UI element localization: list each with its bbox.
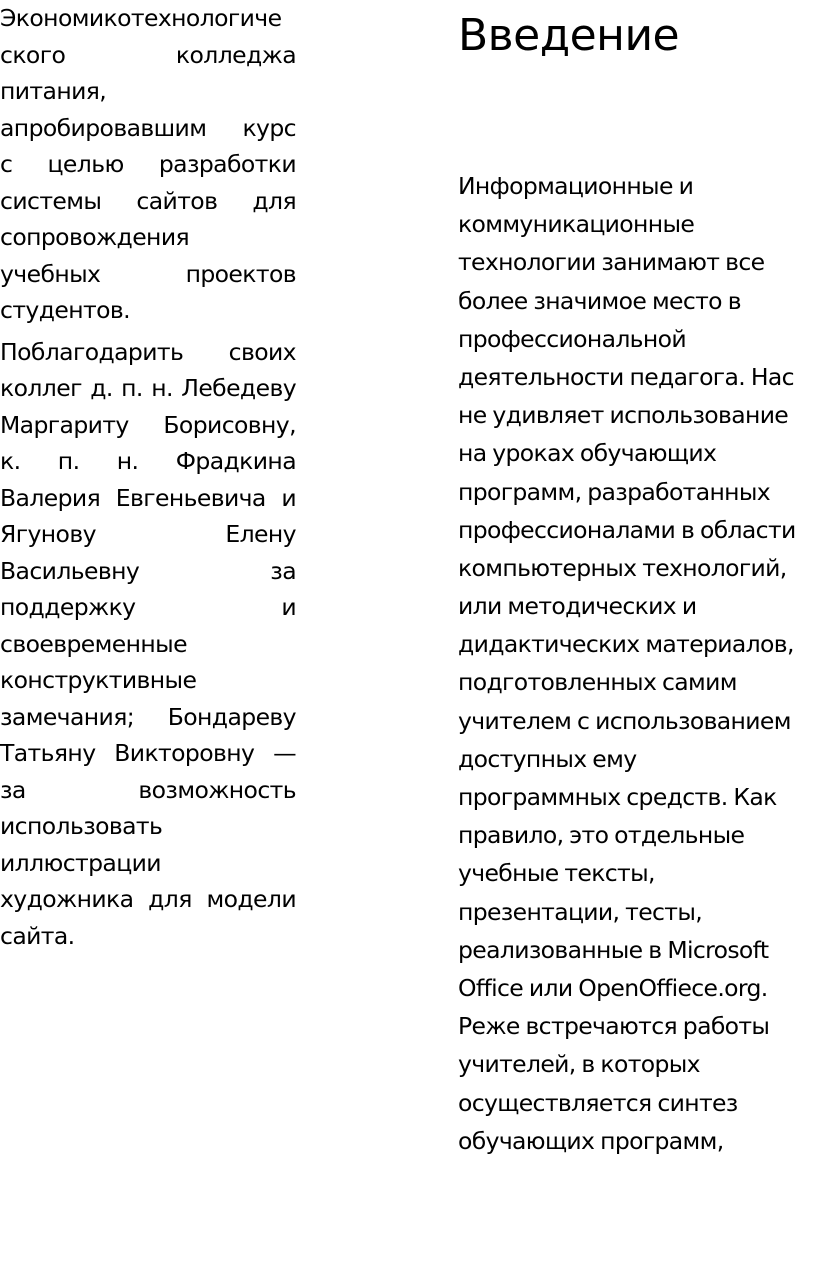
text-line: к. п. н. Фрадкина bbox=[0, 447, 296, 475]
text-line: замечания; Бондареву bbox=[0, 702, 296, 731]
text-line: учебных проектов bbox=[0, 259, 296, 288]
text-line: или методических и bbox=[458, 592, 697, 621]
text-line: коллег д. п. н. Лебедеву bbox=[0, 374, 296, 402]
text-line: с целью разработки bbox=[0, 150, 296, 178]
text-line: системы сайтов для bbox=[0, 186, 296, 215]
text-line: художника для модели bbox=[0, 885, 296, 913]
text-line: презентации, тесты, bbox=[458, 897, 703, 926]
text-line: поддержку и bbox=[0, 593, 296, 621]
text-line: учителем с использованием bbox=[458, 706, 791, 735]
text-line: конструктивные bbox=[0, 666, 197, 694]
right-column bbox=[458, 0, 816, 1160]
text-line: Экономикотехнологиче bbox=[0, 4, 282, 32]
text-line: учителей, в которых bbox=[458, 1050, 700, 1079]
text-line: доступных ему bbox=[458, 744, 637, 773]
text-line: Office или OpenOffiece.org. bbox=[458, 973, 768, 1002]
text-line: осуществляется синтез bbox=[458, 1088, 738, 1117]
text-line: иллюстрации bbox=[0, 848, 161, 877]
text-line: на уроках обучающих bbox=[458, 439, 717, 468]
acknowledgement-paragraph-2 bbox=[0, 334, 296, 955]
text-line: питания, bbox=[0, 77, 107, 105]
text-line: учебные тексты, bbox=[458, 859, 655, 888]
text-line: Информационные и bbox=[458, 172, 694, 200]
text-line: дидактических материалов, bbox=[458, 630, 794, 659]
text-line: деятельности педагога. Нас bbox=[458, 362, 794, 391]
text-line: Реже встречаются работы bbox=[458, 1012, 770, 1041]
text-line: подготовленных самим bbox=[458, 668, 737, 697]
text-line: коммуникационные bbox=[458, 210, 695, 239]
text-line: программ, разработанных bbox=[458, 477, 771, 506]
introduction-paragraph bbox=[458, 167, 816, 1160]
text-line: Васильевну за bbox=[0, 556, 296, 585]
text-line: использовать bbox=[0, 812, 163, 840]
text-line: ского колледжа bbox=[0, 40, 296, 69]
text-line: сайта. bbox=[0, 921, 75, 950]
text-line: Маргариту Борисовну, bbox=[0, 410, 296, 439]
text-line: Татьяну Викторовну — bbox=[0, 739, 296, 767]
text-line: своевременные bbox=[0, 629, 187, 658]
text-line: студентов. bbox=[0, 296, 130, 324]
text-line: программных средств. Как bbox=[458, 783, 777, 811]
text-line: обучающих программ, bbox=[458, 1126, 724, 1155]
acknowledgement-paragraph-1 bbox=[0, 0, 296, 329]
text-line: за возможность bbox=[0, 775, 296, 804]
text-line: сопровождения bbox=[0, 223, 190, 251]
text-line: не удивляет использование bbox=[458, 401, 789, 430]
text-line: правило, это отдельные bbox=[458, 821, 745, 850]
text-line: апробировавшим курс bbox=[0, 113, 296, 142]
text-line: Ягунову Елену bbox=[0, 520, 296, 548]
left-column bbox=[0, 0, 296, 954]
text-line: профессиональной bbox=[458, 324, 686, 353]
text-line: технологии занимают все bbox=[458, 248, 765, 277]
text-line: Валерия Евгеньевича и bbox=[0, 483, 296, 512]
text-line: профессионалами в области bbox=[458, 515, 796, 544]
text-line: компьютерных технологий, bbox=[458, 553, 787, 582]
text-line: более значимое место в bbox=[458, 286, 741, 315]
text-line: реализованные в Microsoft bbox=[458, 935, 769, 964]
text-line: Поблагодарить своих bbox=[0, 337, 296, 366]
section-heading: Введение bbox=[458, 10, 680, 61]
